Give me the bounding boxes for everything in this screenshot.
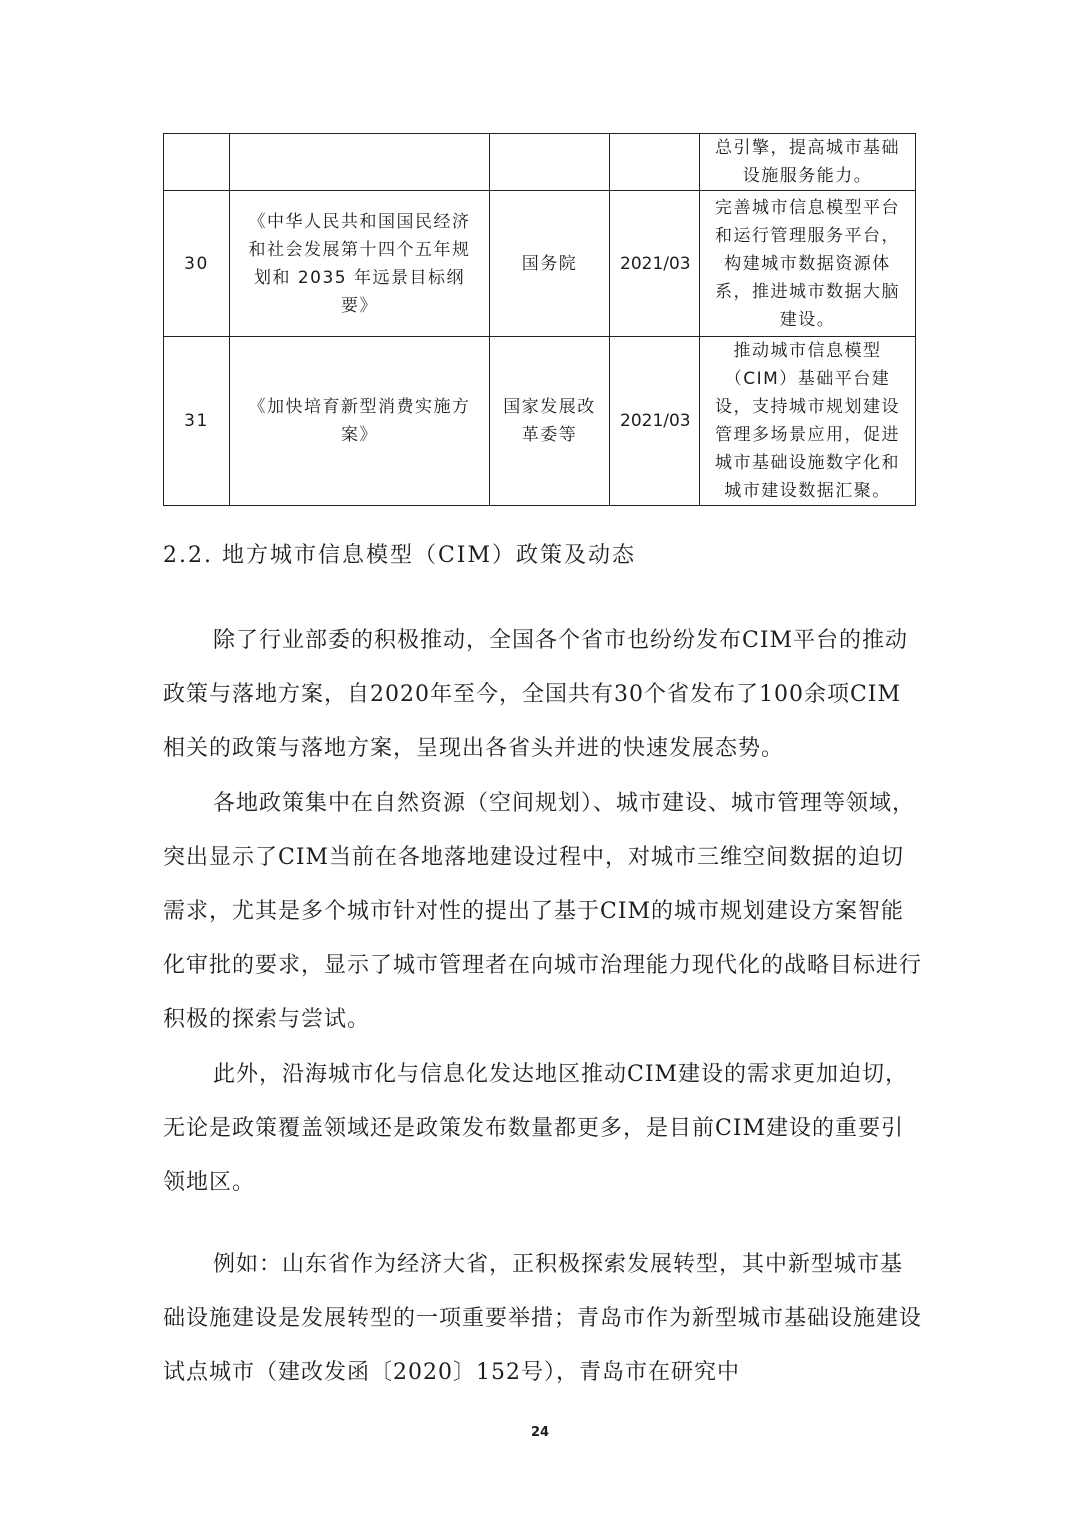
policy-name-cell [230, 191, 490, 337]
content-line: 构建城市数据资源体 [724, 253, 891, 274]
body-paragraph: 各地政策集中在自然资源（空间规划）、城市建设、城市管理等领域，突出显示了CIM当前在各地落地建设过程中，对城市三维空间数据的迫切需求，尤其是多个城市针对性的提出了基于CIM的城市规划建设方案智能化审批的要求，显示了城市管理者在向城市治理能力现代化的战略目标进行积极的探索与尝试。 [163, 791, 923, 1032]
policy-name-line: 划和 2035 年远景目标纲 [253, 267, 466, 288]
policy-name-line: 和社会发展第十四个五年规 [248, 239, 471, 260]
table-row [164, 134, 916, 191]
content-line: 设施服务能力。 [742, 166, 873, 186]
table-row [164, 191, 916, 337]
policy-table [163, 133, 916, 506]
table-row [164, 337, 916, 506]
body-paragraph: 例如：山东省作为经济大省，正积极探索发展转型，其中新型城市基础设施建设是发展转型的一项重要举措；青岛市作为新型城市基础设施建设试点城市（建改发函〔2020〕152号），青岛市在研究中 [163, 1252, 923, 1385]
row-number-cell [164, 134, 230, 191]
content-line: 系，推进城市数据大脑 [715, 281, 900, 302]
policy-content-cell [700, 134, 916, 191]
issue-date-cell: 2021/03 [610, 191, 700, 337]
content-line: 建设。 [779, 309, 836, 330]
content-line: 城市基础设施数字化和 [715, 453, 900, 473]
row-number-cell: 30 [164, 191, 230, 337]
content-line: 和运行管理服务平台， [715, 225, 900, 246]
issuing-org-cell [490, 134, 610, 191]
content-line: 推动城市信息模型 [733, 341, 882, 361]
issuing-org-line: 国家发展改 [503, 397, 596, 417]
row-number-cell: 31 [164, 337, 230, 506]
policy-content-cell [700, 191, 916, 337]
policy-name-cell [230, 337, 490, 506]
policy-name-line: 案》 [341, 425, 378, 445]
issuing-org-line: 革委等 [521, 425, 578, 445]
issuing-org-line: 国务院 [521, 253, 578, 274]
section-heading: 2.2. 地方城市信息模型（CIM）政策及动态 [163, 543, 637, 568]
content-line: （CIM）基础平台建 [724, 369, 891, 389]
policy-name-line: 要》 [341, 295, 378, 316]
body-paragraph: 除了行业部委的积极推动，全国各个省市也纷纷发布CIM平台的推动政策与落地方案，自2020年至今，全国共有30个省发布了100余项CIM相关的政策与落地方案，呈现出各省头并进的快速发展态势。 [163, 628, 909, 761]
issue-date-cell [610, 134, 700, 191]
issuing-org-cell [490, 191, 610, 337]
policy-name-line: 《加快培育新型消费实施方 [248, 397, 471, 417]
body-paragraph: 此外，沿海城市化与信息化发达地区推动CIM建设的需求更加迫切，无论是政策覆盖领域还是政策发布数量都更多，是目前CIM建设的重要引领地区。 [163, 1062, 909, 1195]
policy-content-cell [700, 337, 916, 506]
content-line: 设，支持城市规划建设 [715, 397, 900, 417]
page-number: 24 [530, 1425, 550, 1440]
issue-date-cell: 2021/03 [610, 337, 700, 506]
issuing-org-cell [490, 337, 610, 506]
content-line: 完善城市信息模型平台 [715, 197, 900, 218]
content-line: 总引擎，提高城市基础 [715, 138, 900, 158]
content-line: 城市建设数据汇聚。 [724, 481, 891, 501]
policy-name-line: 《中华人民共和国国民经济 [248, 211, 471, 232]
content-line: 管理多场景应用，促进 [715, 425, 900, 445]
policy-name-cell [230, 134, 490, 191]
